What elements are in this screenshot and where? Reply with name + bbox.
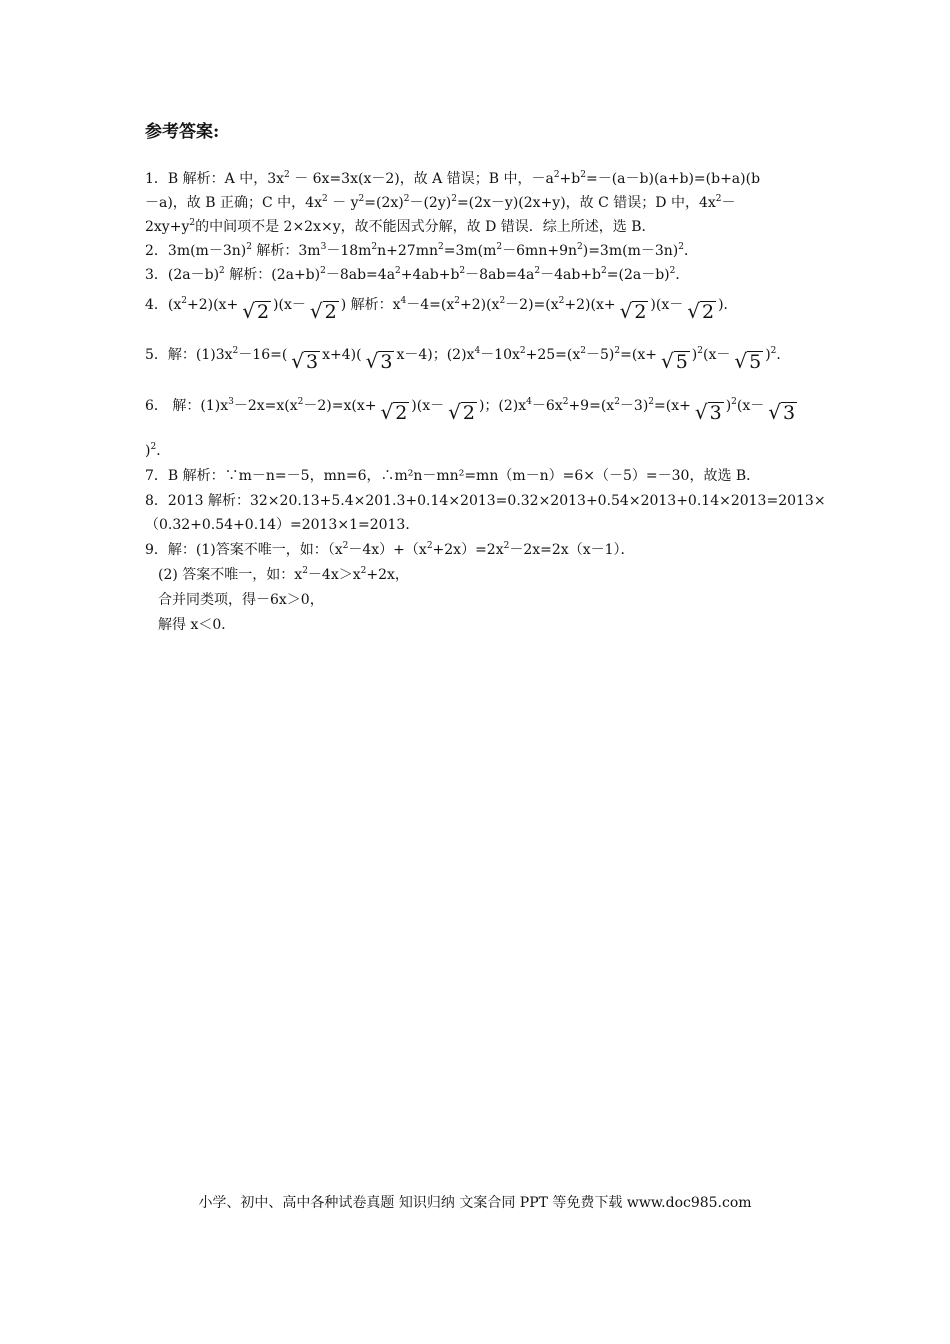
sqrt-5: √ 5 — [660, 349, 688, 373]
answer-1-line-2: －a)，故 B 正确；C 中，$4x^2 - y^2=(2x)^2-(2y)^2=(2x-y)(2x+y)$，故 C 错误；D 中，$4x^2-$ — [145, 194, 736, 211]
answer-8-line-1: 8．2013 解析：32×20.13+5.4×201.3+0.14×2013=0.32×2013+0.54×2013+0.14×2013=2013× — [145, 493, 826, 509]
answer-9-line-1: 9．解：(1)答案不唯一，如：$(x^2-4x)+(x^2+2x)=2x^2-2x=2x(x-1)$． — [145, 541, 635, 558]
sqrt-2: √ 2 — [242, 299, 270, 323]
answer-9-line-4: 解得 x＜0． — [158, 617, 236, 633]
answer-2: 2．$3m(m-3n)^2$ 解析：$3m^3-18m^2n+27mn^2=3m(m^2-6mn+9n^2)=3m(m-3n)^2$． — [145, 242, 698, 259]
sqrt-2: √ 2 — [687, 299, 715, 323]
sqrt-3: √ 3 — [768, 400, 796, 424]
sqrt-2: √ 2 — [448, 400, 475, 424]
answer-9-line-3: 合并同类项，得－6x＞0， — [158, 592, 324, 608]
answer-8-line-2: （0.32+0.54+0.14）=2013×1=2013． — [145, 517, 420, 533]
answer-5: 5．解：$(1)3x^2-16=$( √ 3 x+4)( √ 3 x－4)；$(2)x^4-10x^2+25=(x^2-5)^2=(x+$ √ 5 )$^2$(x－ √ 5 )$^2$． — [145, 346, 791, 373]
answer-7: 7．B 解析：∵m－n=－5，mn=6，∴m²n－mn²=mn（m－n）=6×（－5）=－30，故选 B． — [145, 468, 761, 484]
answer-3: 3．$(2a-b)^2$ 解析：$(2a+b)^2-8ab=4a^2+4ab+b^2-8ab=4a^2-4ab+b^2=(2a-b)^2$． — [145, 266, 690, 283]
sqrt-2: √ 2 — [309, 299, 337, 323]
answer-1-line-1: 1．B 解析：A 中，$3x^2 - 6x=3x(x-2)$，故 A 错误；B 中，$-a^2+b^2=-(a-b)(a+b)=(b+a)(b$ — [145, 170, 761, 187]
sqrt-3: √ 3 — [365, 349, 393, 373]
answer-9-line-2: (2) 答案不唯一，如：$x^2-4x>x^2+2x$， — [158, 566, 409, 583]
sqrt-3: √ 3 — [694, 400, 722, 424]
answer-6-line-2: )$^2$． — [145, 442, 171, 459]
answer-6-line-1: 6． 解：$(1)x^3-2x=x(x^2-2)=x(x+$ √ 2 )(x－ √ 2 )；$(2)x^4-6x^2+9=(x^2-3)^2=(x+$ √ 3 )$^2$(x－ √ 3 — [145, 397, 796, 424]
sqrt-2: √ 2 — [380, 400, 408, 424]
answer-4: 4．$(x^2+2)(x+$ √ 2 )(x－ √ 2 ) 解析：$x^4-4=(x^2+2)(x^2-2)=(x^2+2)(x+$ √ 2 )(x－ √ 2 )． — [145, 296, 738, 323]
sqrt-2: √ 2 — [619, 299, 647, 323]
sqrt-3: √ 3 — [291, 349, 319, 373]
sqrt-5: √ 5 — [734, 349, 762, 373]
answer-1-line-3: $2xy+y^2$的中间项不是 2×2x×y，故不能因式分解，故 D 错误．综上所述，选 B． — [145, 218, 656, 235]
page-title: 参考答案: — [145, 122, 220, 142]
page-footer: 小学、初中、高中各种试卷真题 知识归纳 文案合同 PPT 等免费下载 www.doc985.com — [198, 1195, 752, 1211]
